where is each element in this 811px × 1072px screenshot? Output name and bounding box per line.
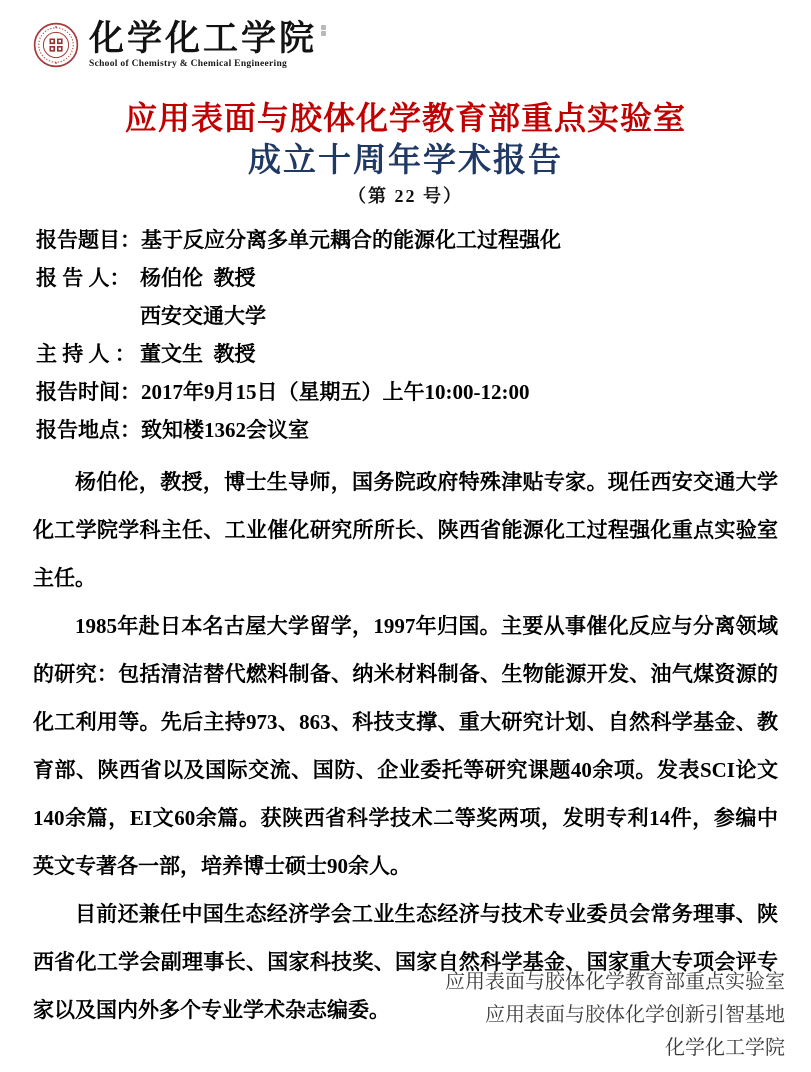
- detail-label: 主 持 人 ：: [36, 342, 136, 366]
- issue-number: （第 22 号）: [348, 186, 463, 206]
- speaker-bio: [33, 458, 778, 1034]
- detail-row-topic: [36, 221, 778, 259]
- detail-label: [36, 297, 140, 335]
- detail-row-speaker: [36, 259, 778, 297]
- calligraphy-signature-mark: [321, 24, 326, 37]
- lab-title: 应用表面与胶体化学教育部重点实验室: [124, 100, 686, 136]
- organizer-line-2: 应用表面与胶体化学创新引智基地: [485, 1004, 785, 1026]
- seminar-details: [36, 221, 778, 449]
- detail-value: 杨伯伦 教授: [140, 266, 256, 290]
- logo-names: [89, 20, 326, 69]
- school-seal-icon: [33, 22, 79, 73]
- detail-label: 报 告 人：: [36, 266, 131, 290]
- organizer-line-3: 化学化工学院: [665, 1037, 785, 1059]
- organizer-block: [445, 966, 785, 1065]
- detail-value: 2017年9月15日（星期五）上午10:00-12:00: [141, 380, 530, 404]
- school-name-zh: 化学化工学院: [89, 20, 326, 58]
- title-block: [0, 97, 811, 209]
- detail-value: 基于反应分离多单元耦合的能源化工过程强化: [141, 228, 561, 252]
- bio-paragraph-2: 1985年赴日本名古屋大学留学，1997年归国。主要从事催化反应与分离领域的研究：包括清洁替代燃料制备、纳米材料制备、生物能源开发、油气煤资源的化工利用等。先后主持973、863、科技支撑、重大研究计划、自然科学基金、教育部、陕西省以及国际交流、国防、企业委托等研究课题40余项。发表SCI论文140余篇，EI文60余篇。获陕西省科学技术二等奖两项，发明专利14件，参编中英文专著各一部，培养博士硕士90余人。: [33, 614, 778, 878]
- detail-value: 董文生 教授: [140, 342, 256, 366]
- bio-paragraph-3: 目前还兼任中国生态经济学会工业生态经济与技术专业委员会常务理事、陕西省化工学会副理事长、国家科技奖、国家自然科学基金、国家重大专项会评专家以及国内外多个专业学术杂志编委。: [33, 902, 778, 1022]
- detail-row-time: [36, 373, 778, 411]
- detail-value: 致知楼1362会议室: [141, 418, 309, 442]
- detail-value: 西安交通大学: [140, 304, 266, 328]
- detail-label: 报告题目：: [36, 228, 141, 252]
- header: [0, 0, 811, 86]
- seminar-series-title: 成立十周年学术报告: [248, 143, 563, 179]
- detail-row-affiliation: [36, 297, 778, 335]
- detail-row-host: [36, 335, 778, 373]
- detail-label: 报告时间：: [36, 380, 141, 404]
- school-name-en: School of Chemistry & Chemical Engineering: [89, 59, 288, 69]
- detail-label: 报告地点：: [36, 418, 141, 442]
- detail-row-location: [36, 411, 778, 449]
- organizer-line-1: 应用表面与胶体化学教育部重点实验室: [445, 971, 785, 993]
- bio-paragraph-1: 杨伯伦，教授，博士生导师，国务院政府特殊津贴专家。现任西安交通大学化工学院学科主任、工业催化研究所所长、陕西省能源化工过程强化重点实验室主任。: [33, 470, 778, 590]
